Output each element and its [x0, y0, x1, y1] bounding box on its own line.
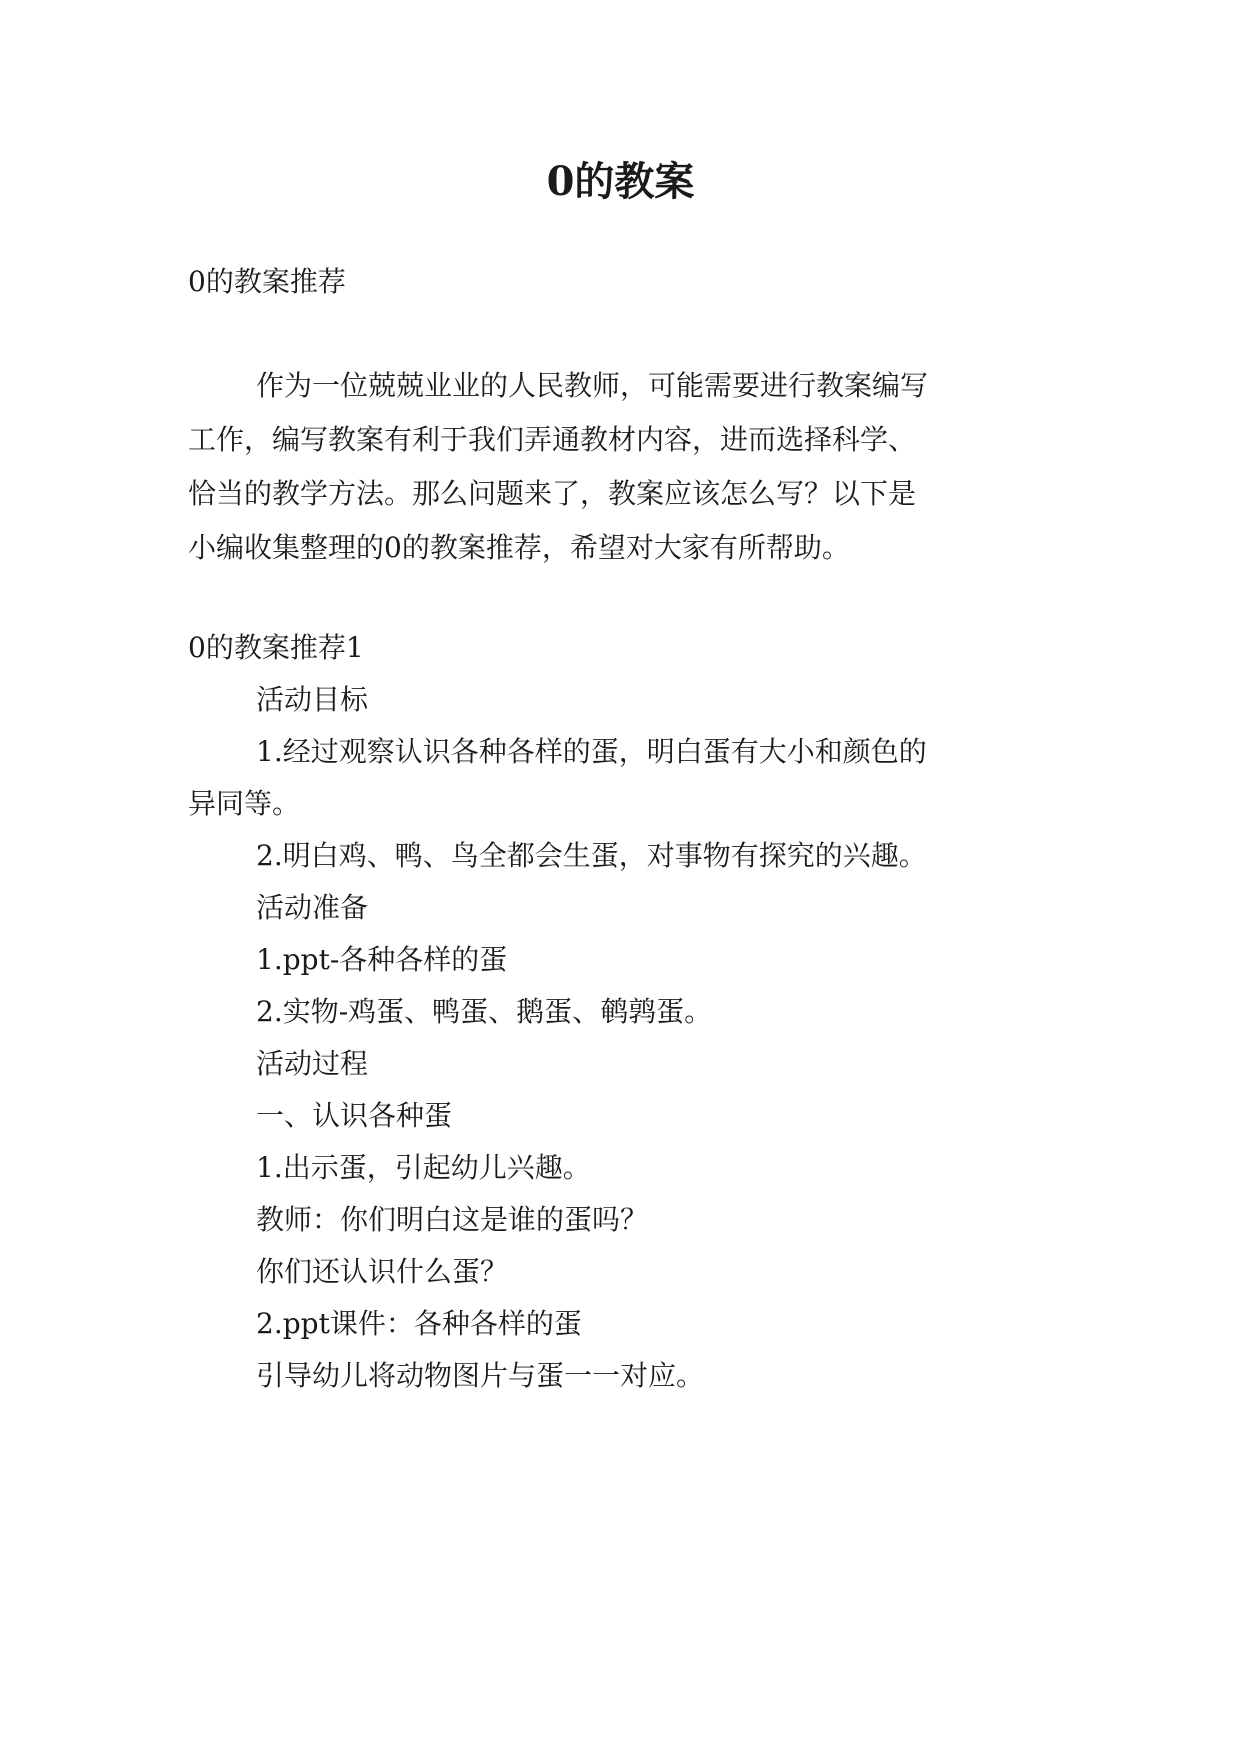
goal-2: 2.明白鸡、鸭、鸟全都会生蛋，对事物有探究的兴趣。 — [256, 839, 927, 872]
intro-line-2: 工作，编写教案有利于我们弄通教材内容，进而选择科学、 — [188, 423, 917, 456]
document-title: 0的教案 — [546, 158, 695, 205]
prep-heading: 活动准备 — [256, 891, 369, 924]
prep-item-2: 2.实物-鸡蛋、鸭蛋、鹅蛋、鹌鹑蛋。 — [256, 995, 713, 1028]
step-1: 1.出示蛋，引起幼儿兴趣。 — [256, 1151, 591, 1184]
goal-1-line-2: 异同等。 — [188, 787, 301, 820]
goal-1-line-1: 1.经过观察认识各种各样的蛋，明白蛋有大小和颜色的 — [256, 735, 927, 768]
intro-line-4: 小编收集整理的0的教案推荐，希望对大家有所帮助。 — [188, 531, 850, 564]
step-heading: 一、认识各种蛋 — [256, 1099, 453, 1132]
prep-item-1: 1.ppt-各种各样的蛋 — [256, 943, 508, 976]
document-subtitle: 0的教案推荐 — [188, 265, 346, 298]
intro-line-3: 恰当的教学方法。那么问题来了，教案应该怎么写？以下是 — [188, 477, 917, 510]
other-question: 你们还认识什么蛋？ — [256, 1255, 509, 1288]
section-heading: 0的教案推荐1 — [188, 631, 364, 664]
process-heading: 活动过程 — [256, 1047, 369, 1080]
intro-line-1: 作为一位兢兢业业的人民教师，可能需要进行教案编写 — [256, 369, 929, 402]
teacher-question: 教师：你们明白这是谁的蛋吗？ — [256, 1203, 649, 1236]
guide-text: 引导幼儿将动物图片与蛋一一对应。 — [256, 1359, 705, 1392]
goals-heading: 活动目标 — [256, 683, 369, 716]
step-2: 2.ppt课件：各种各样的蛋 — [256, 1307, 582, 1340]
